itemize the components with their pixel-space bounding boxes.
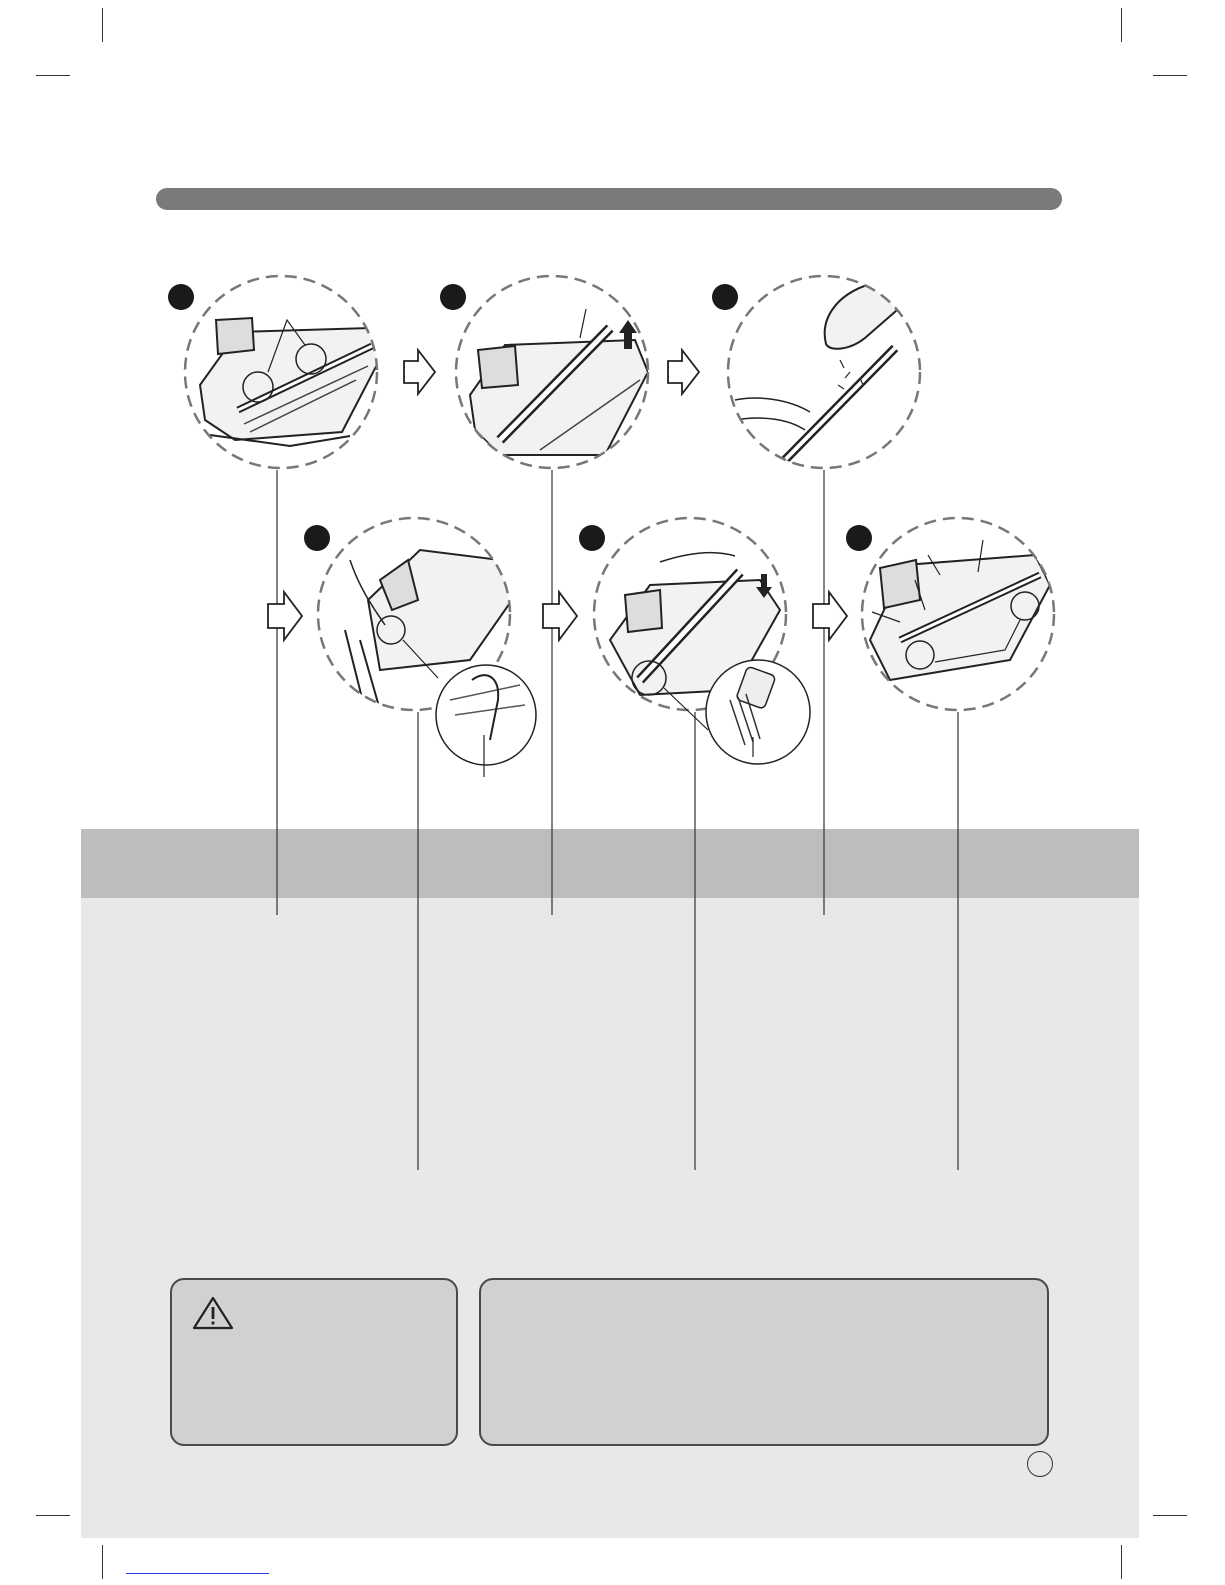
step-6-illustration: [862, 518, 1054, 710]
step-badge: [846, 525, 872, 551]
flow-arrow-icon: [668, 350, 699, 394]
step-badge: [168, 284, 194, 310]
flow-arrow-icon: [268, 592, 302, 640]
flow-arrow-icon: [404, 350, 435, 394]
flow-arrow-icon: [813, 592, 847, 640]
step-badge: [304, 525, 330, 551]
step-badge: [712, 284, 738, 310]
step-3-illustration: [728, 275, 920, 468]
step-2-illustration: [456, 276, 648, 468]
warning-triangle-icon: [192, 1296, 234, 1330]
page-number-circle: [1027, 1451, 1053, 1477]
note-box: [479, 1278, 1049, 1446]
step-1-illustration: [185, 276, 382, 468]
step-badge: [440, 284, 466, 310]
step-badge: [579, 525, 605, 551]
footer-link[interactable]: [126, 1573, 269, 1574]
flow-arrow-icon: [543, 592, 577, 640]
warning-box: [170, 1278, 458, 1446]
